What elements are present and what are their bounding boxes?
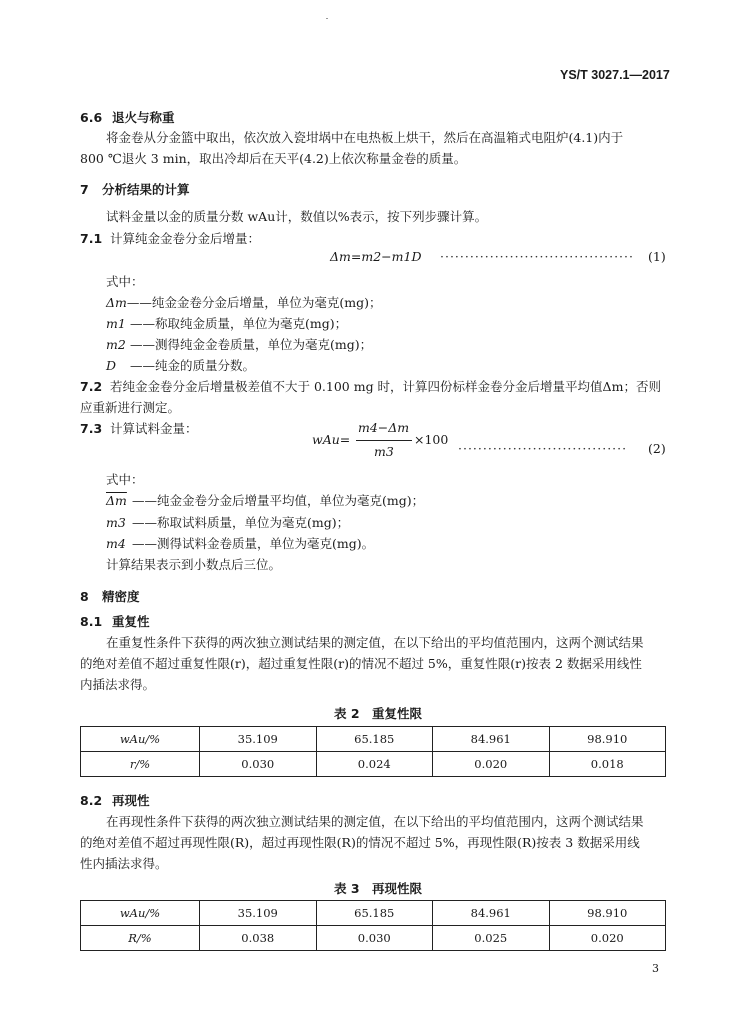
def-text: ——称取试料质量，单位为毫克(mg)；: [132, 515, 350, 530]
equation-2-numerator: m4−Δm: [358, 420, 410, 435]
s72-text: 若纯金金卷分金后增量极差值不大于 0.100 mg 时，计算四份标样金卷分金后增量平均值Δm；否则: [110, 379, 661, 394]
s73-def-2: [106, 513, 349, 531]
section-7-3-heading: [80, 419, 198, 437]
section-number: 7.2: [80, 379, 103, 394]
s71-where: 式中：: [106, 274, 144, 289]
section-number: 7.1: [80, 231, 103, 246]
table-cell: 98.910: [549, 727, 666, 752]
def-text: ——测得试料金卷质量，单位为毫克(mg)。: [132, 536, 375, 551]
def-symbol: $\overline{\Delta m}$: [106, 493, 127, 508]
equation-2-tail: ×100: [414, 432, 449, 447]
s81-line3: 内插法求得。: [80, 677, 156, 692]
table-cell: 65.185: [316, 727, 433, 752]
def-text: ——纯金金卷分金后增量平均值，单位为毫克(mg)；: [132, 493, 425, 508]
page-number: 3: [652, 962, 659, 975]
s73-where: 式中：: [106, 472, 144, 487]
standard-code: YS/T 3027.1—2017: [560, 68, 670, 82]
table-cell: 0.020: [433, 752, 550, 777]
table-cell: 0.030: [200, 752, 317, 777]
table-cell: 84.961: [433, 727, 550, 752]
section-title: 重复性: [112, 614, 150, 629]
section-title: 分析结果的计算: [102, 182, 190, 197]
scan-mark: [326, 18, 328, 19]
equation-2-denominator: m3: [374, 444, 394, 459]
s72-line1: [80, 377, 661, 395]
table-cell: 0.038: [200, 926, 317, 951]
section-title: 再现性: [112, 793, 150, 808]
s82-line2: 的绝对差值不超过再现性限(R)，超过再现性限(R)的情况不超过 5%，再现性限(R)按表 3 数据采用线: [80, 835, 640, 850]
section-7-heading: [80, 180, 190, 198]
table-cell: 0.020: [549, 926, 666, 951]
table-cell: 0.030: [316, 926, 433, 951]
section-6-6-heading: [80, 108, 175, 126]
s71-def-2: [106, 314, 347, 332]
def-text: ——称取纯金质量，单位为毫克(mg)；: [130, 316, 348, 331]
table-cell: 65.185: [316, 901, 433, 926]
s73-def-1: [106, 491, 424, 509]
table-row: [81, 901, 666, 926]
def-symbol: m4: [106, 536, 126, 551]
def-text: ——纯金的质量分数。: [130, 358, 256, 373]
equation-1-leader: ·······································: [440, 249, 634, 264]
fraction-bar: [356, 440, 412, 441]
equation-1-number: (1): [648, 249, 666, 264]
table-cell: 0.025: [433, 926, 550, 951]
s71-def-4: [106, 356, 255, 374]
def-symbol: m2: [106, 337, 126, 352]
table-cell: 0.024: [316, 752, 433, 777]
table-row: [81, 752, 666, 777]
section-number: 8: [80, 589, 89, 604]
section-title: 退火与称重: [112, 110, 175, 125]
s71-def-1: [106, 293, 382, 311]
table-row-header: wAu/%: [81, 901, 200, 926]
def-text: ——纯金金卷分金后增量，单位为毫克(mg)；: [126, 295, 382, 310]
def-symbol: Δm: [106, 295, 127, 310]
section-number: 6.6: [80, 110, 103, 125]
section-title: 计算试料金量：: [110, 421, 198, 436]
s7-intro: 试料金量以金的质量分数 wAu计，数值以%表示，按下列步骤计算。: [106, 209, 488, 224]
s73-def-3: [106, 534, 374, 552]
table-3: [80, 900, 666, 951]
table-row: [81, 926, 666, 951]
def-text: ——测得纯金金卷质量，单位为毫克(mg)；: [130, 337, 373, 352]
table-row-header: wAu/%: [81, 727, 200, 752]
section-8-heading: [80, 587, 140, 605]
section-7-1-heading: [80, 229, 260, 247]
equation-2-number: (2): [648, 441, 666, 456]
def-symbol: m3: [106, 515, 126, 530]
s72-line2: 应重新进行测定。: [80, 400, 181, 415]
table-cell: 35.109: [200, 727, 317, 752]
table-3-caption: 表 3 再现性限: [334, 881, 423, 896]
section-8-2-heading: [80, 791, 150, 809]
table-cell: 35.109: [200, 901, 317, 926]
section-number: 8.2: [80, 793, 103, 808]
def-symbol: m1: [106, 316, 126, 331]
s82-line1: 在再现性条件下获得的两次独立测试结果的测定值，在以下给出的平均值范围内，这两个测试结果: [106, 814, 644, 829]
section-title: 精密度: [102, 589, 140, 604]
s81-line1: 在重复性条件下获得的两次独立测试结果的测定值，在以下给出的平均值范围内，这两个测试结果: [106, 635, 644, 650]
table-cell: 98.910: [549, 901, 666, 926]
s66-line2: 800 ℃退火 3 min，取出冷却后在天平(4.2)上依次称量金卷的质量。: [80, 151, 467, 166]
s71-def-3: [106, 335, 372, 353]
s66-line1: 将金卷从分金篮中取出，依次放入瓷坩埚中在电热板上烘干，然后在高温箱式电阻炉(4.1)内于: [106, 130, 624, 145]
equation-1: Δm=m2−m1D: [330, 249, 422, 264]
section-title: 计算纯金金卷分金后增量：: [110, 231, 261, 246]
table-row-header: R/%: [81, 926, 200, 951]
s81-line2: 的绝对差值不超过重复性限(r)，超过重复性限(r)的情况不超过 5%，重复性限(r)按表 2 数据采用线性: [80, 656, 642, 671]
def-symbol: D: [106, 358, 117, 373]
table-cell: 0.018: [549, 752, 666, 777]
section-number: 8.1: [80, 614, 103, 629]
table-row: [81, 727, 666, 752]
section-number: 7.3: [80, 421, 103, 436]
section-8-1-heading: [80, 612, 150, 630]
table-2-caption: 表 2 重复性限: [334, 706, 423, 721]
section-number: 7: [80, 182, 89, 197]
equation-2-leader: ··································: [458, 441, 628, 456]
table-2: [80, 726, 666, 777]
s82-line3: 性内插法求得。: [80, 856, 168, 871]
equation-2-lhs: wAu=: [312, 432, 351, 447]
table-row-header: r/%: [81, 752, 200, 777]
table-cell: 84.961: [433, 901, 550, 926]
s73-note: 计算结果表示到小数点后三位。: [106, 557, 282, 572]
